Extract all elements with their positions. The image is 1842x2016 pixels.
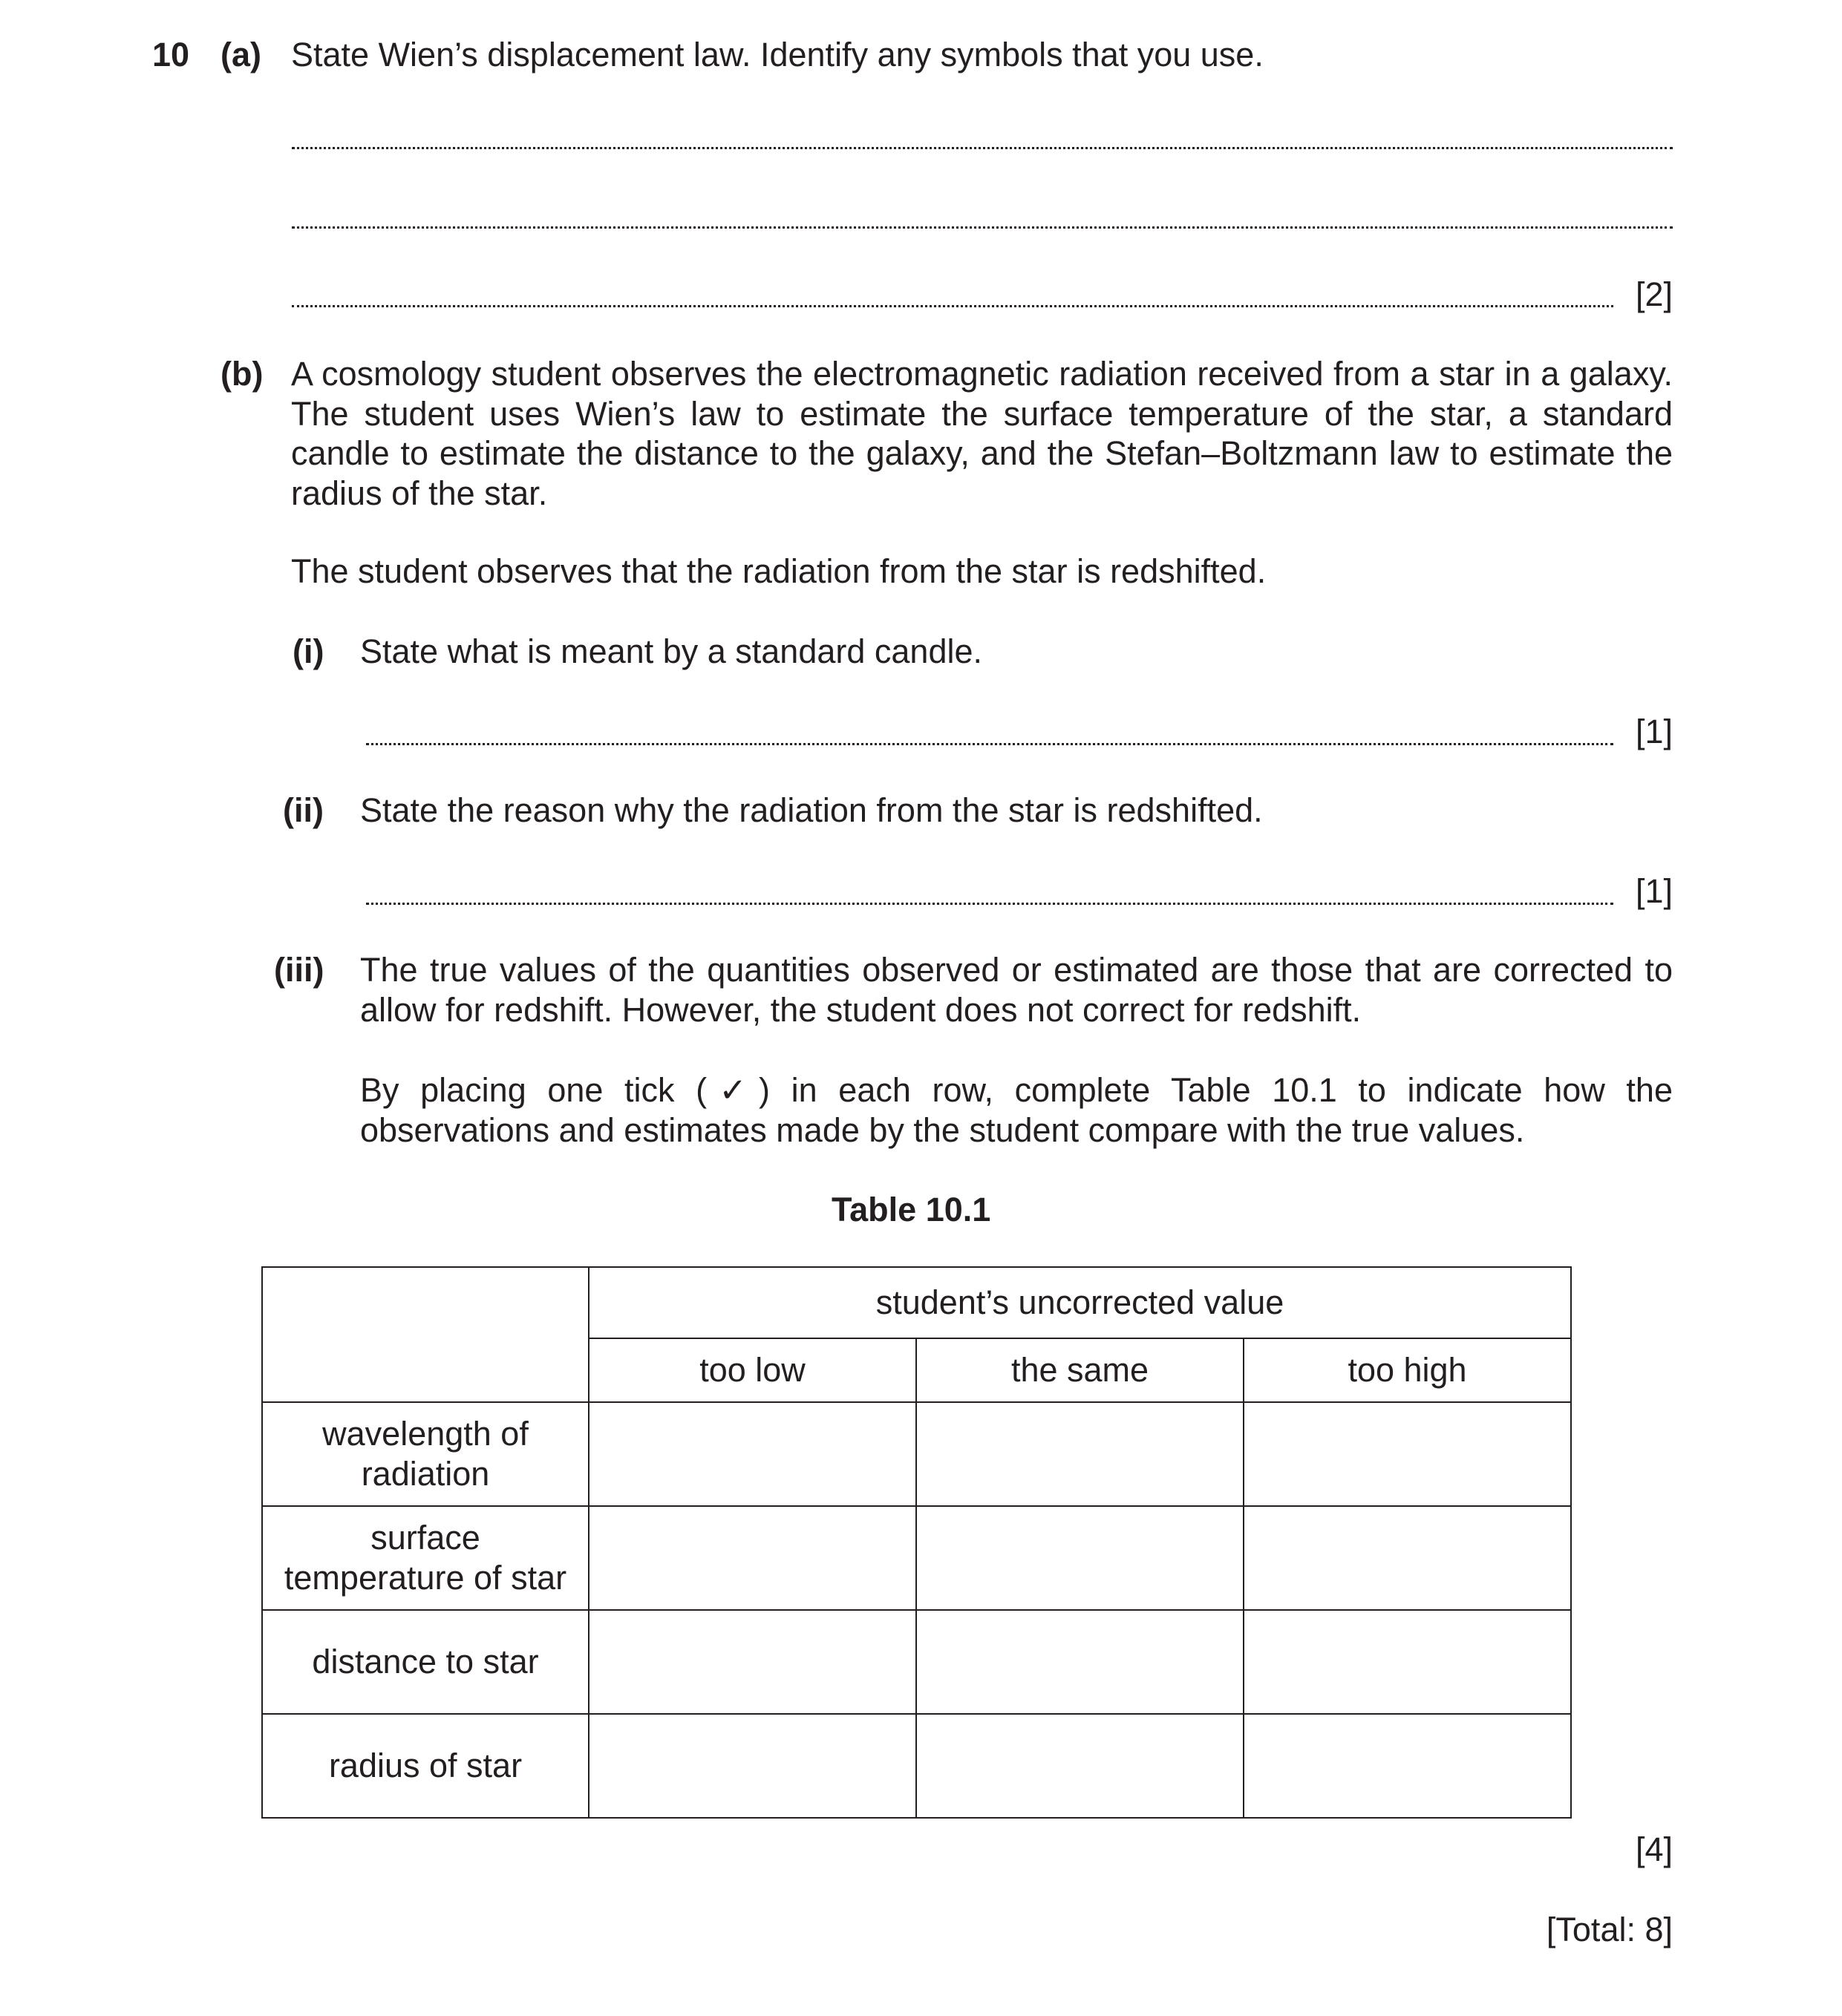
tick-cell[interactable] (916, 1506, 1244, 1610)
part-b-observation: The student observes that the radiation from the star is redshifted. (291, 552, 1267, 590)
tick-cell[interactable] (916, 1714, 1244, 1818)
column-header-too-high: too high (1244, 1338, 1571, 1402)
table-corner-cell (262, 1267, 589, 1402)
tick-cell[interactable] (589, 1714, 916, 1818)
part-a-label: (a) (221, 36, 261, 73)
sub-iii-instruction: By placing one tick (✓) in each row, complete Table 10.1 to indicate how the observations and estimates made by the student compare with the true values. (360, 1071, 1673, 1149)
sub-ii-prompt: State the reason why the radiation from the star is redshifted. (360, 791, 1263, 829)
table-caption: Table 10.1 (832, 1191, 991, 1228)
sub-i-label: (i) (293, 632, 324, 670)
tick-cell[interactable] (916, 1402, 1244, 1506)
sub-i-marks: [1] (1635, 713, 1673, 750)
tick-cell[interactable] (1244, 1402, 1571, 1506)
sub-ii-marks: [1] (1635, 872, 1673, 910)
results-table (261, 1266, 1572, 1819)
tick-cell[interactable] (1244, 1610, 1571, 1714)
answer-line-i[interactable] (366, 743, 1613, 745)
table-group-header: student’s uncorrected value (589, 1267, 1571, 1338)
table-row (262, 1714, 1571, 1818)
part-a-marks: [2] (1635, 275, 1673, 313)
row-header: radius of star (262, 1714, 589, 1818)
column-header-the-same: the same (916, 1338, 1244, 1402)
sub-i-prompt: State what is meant by a standard candle. (360, 632, 982, 670)
part-b-intro: A cosmology student observes the electromagnetic radiation received from a star in a galaxy. The student uses Wien’s law to estimate the surface temperature of the star, a standard candle to estimate the distance to the galaxy, and the Stefan–Boltzmann law to estimate the radius of the star. (291, 355, 1673, 512)
part-b-label: (b) (221, 355, 264, 393)
answer-line-ii[interactable] (366, 903, 1613, 905)
table-row (262, 1610, 1571, 1714)
tick-cell[interactable] (916, 1610, 1244, 1714)
sub-ii-label: (ii) (283, 791, 324, 829)
column-header-too-low: too low (589, 1338, 916, 1402)
tick-cell[interactable] (589, 1506, 916, 1610)
tick-cell[interactable] (589, 1402, 916, 1506)
tick-cell[interactable] (1244, 1714, 1571, 1818)
table-row (262, 1506, 1571, 1610)
sub-iii-label: (iii) (274, 951, 324, 989)
tick-cell[interactable] (589, 1610, 916, 1714)
answer-line-a-1[interactable] (292, 147, 1673, 149)
table-row (262, 1402, 1571, 1506)
sub-iii-prompt: The true values of the quantities observed or estimated are those that are corrected to allow for redshift. However, the student does not correct for redshift. (360, 951, 1673, 1029)
tick-cell[interactable] (1244, 1506, 1571, 1610)
row-header: surface temperature of star (262, 1506, 589, 1610)
sub-iii-marks: [4] (1635, 1830, 1673, 1868)
answer-line-a-3[interactable] (292, 305, 1613, 307)
row-header: distance to star (262, 1610, 589, 1714)
row-header: wavelength of radiation (262, 1402, 589, 1506)
part-a-prompt: State Wien’s displacement law. Identify any symbols that you use. (291, 36, 1264, 73)
answer-line-a-2[interactable] (292, 226, 1673, 229)
question-number: 10 (152, 36, 190, 73)
total-marks: [Total: 8] (1546, 1911, 1673, 1948)
